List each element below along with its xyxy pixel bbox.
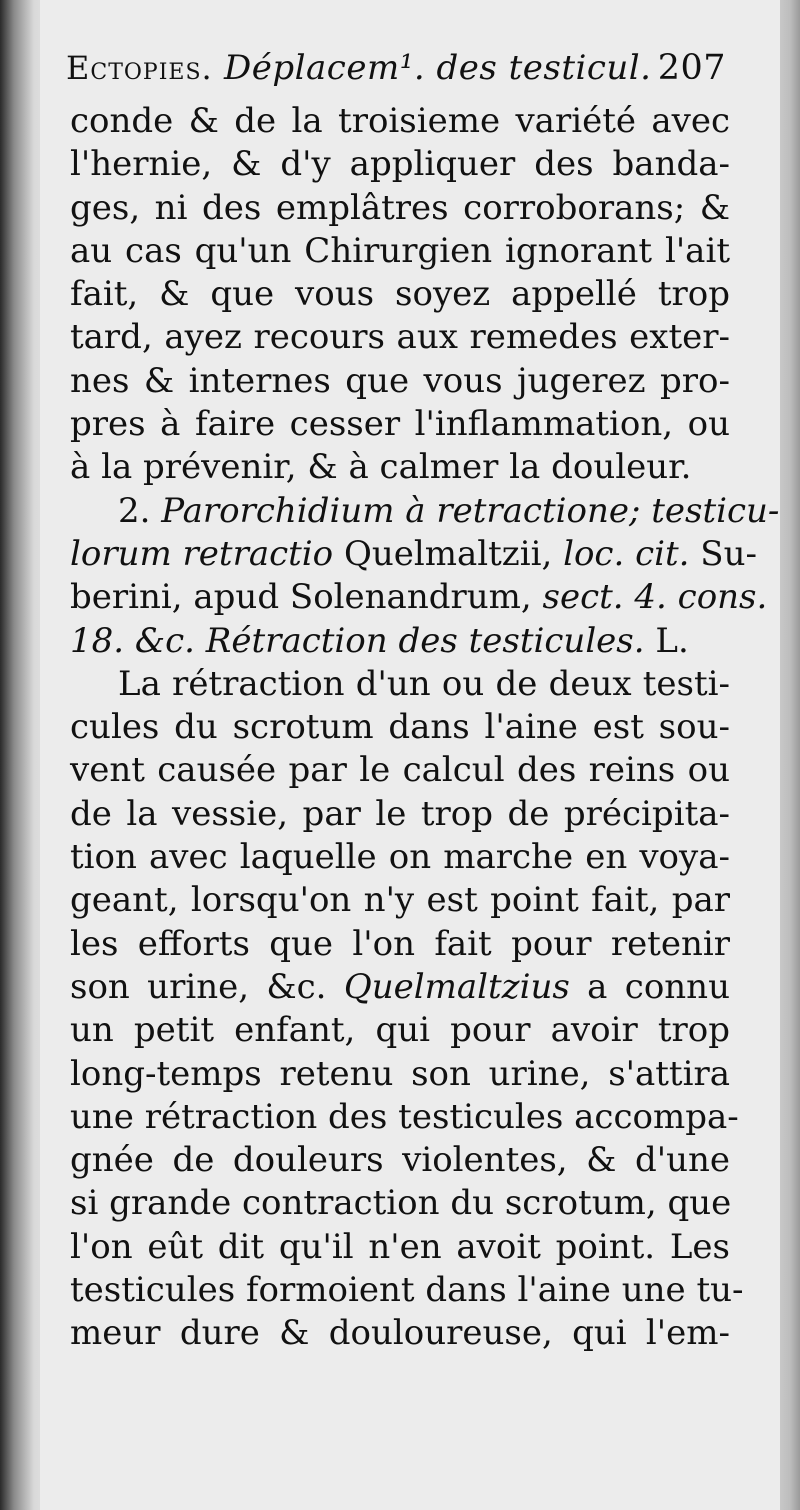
author-name: Quelmaltzii, [343, 533, 553, 574]
text-line: un petit enfant, qui pour avoir trop [70, 1010, 730, 1051]
text-line: à la prévenir, & à calmer la douleur. [70, 447, 692, 488]
text-line: une rétraction des testicules accompa- [70, 1096, 739, 1137]
text-line: fait, & que vous soyez appellé trop [70, 274, 730, 315]
french-term: 18. &c. Rétraction des testicules. [70, 620, 645, 661]
text-line: nes & internes que vous jugerez pro- [70, 360, 730, 401]
section-2-heading-line [70, 490, 780, 533]
text-line: gnée de douleurs violentes, & d'une [70, 1140, 730, 1181]
page-number: 207 [657, 48, 726, 88]
section-2-line [70, 620, 730, 663]
text-line: l'hernie, & d'y appliquer des banda- [70, 144, 730, 185]
text-line: si grande contraction du scrotum, que [70, 1183, 732, 1224]
text-line: au cas qu'un Chirurgien ignorant l'ait [70, 230, 730, 271]
section-title-latin: Parorchidium à retractione; testicu- [161, 490, 780, 531]
citation: loc. cit. [563, 533, 690, 574]
text-line: cules du scrotum dans l'aine est sou- [70, 707, 730, 748]
text-fragment: son urine, &c. [70, 966, 327, 1007]
text-line: pres à faire cesser l'inflammation, ou [70, 404, 730, 445]
section-number: 2. [118, 490, 151, 531]
section-2-line [70, 576, 768, 619]
page-body [70, 100, 780, 1356]
author-reference: berini, apud Solenandrum, [70, 577, 532, 618]
running-header [66, 48, 726, 94]
section-2-line [70, 533, 757, 576]
text-line: long-temps retenu son urine, s'attira [70, 1053, 730, 1094]
text-line [70, 966, 730, 1009]
bleed-through-area [90, 1380, 710, 1460]
text-line: de la vessie, par le trop de précipita- [70, 793, 730, 834]
text-line: les efforts que l'on fait pour retenir [70, 923, 730, 964]
author-initial: L. [655, 620, 689, 661]
text-line: tard, ayez recours aux remedes exter- [70, 317, 730, 358]
text-line: conde & de la troisieme variété avec [70, 101, 730, 141]
running-title-section: Ectopies. [66, 49, 213, 87]
text-fragment: a connu [587, 966, 730, 1007]
text-line: geant, lorsqu'on n'y est point fait, par [70, 880, 730, 921]
text-line: La rétraction d'un ou de deux testi- [118, 663, 730, 704]
text-line: tion avec laquelle on marche en voya- [70, 837, 730, 878]
latin-term: lorum retractio [70, 533, 334, 574]
author-name: Quelmaltzius [343, 966, 570, 1007]
running-title-subject: Déplacem¹. des testicul. [224, 48, 652, 88]
author-name: Su- [700, 533, 757, 574]
text-line: l'on eût dit qu'il n'en avoit point. Les [70, 1226, 730, 1267]
text-line: vent causée par le calcul des reins ou [70, 750, 730, 791]
text-line: testicules formoient dans l'aine une tu- [70, 1270, 744, 1311]
citation: sect. 4. cons. [542, 577, 768, 618]
text-line: meur dure & douloureuse, qui l'em- [70, 1313, 730, 1354]
text-line: ges, ni des emplâtres corroborans; & [70, 187, 730, 228]
